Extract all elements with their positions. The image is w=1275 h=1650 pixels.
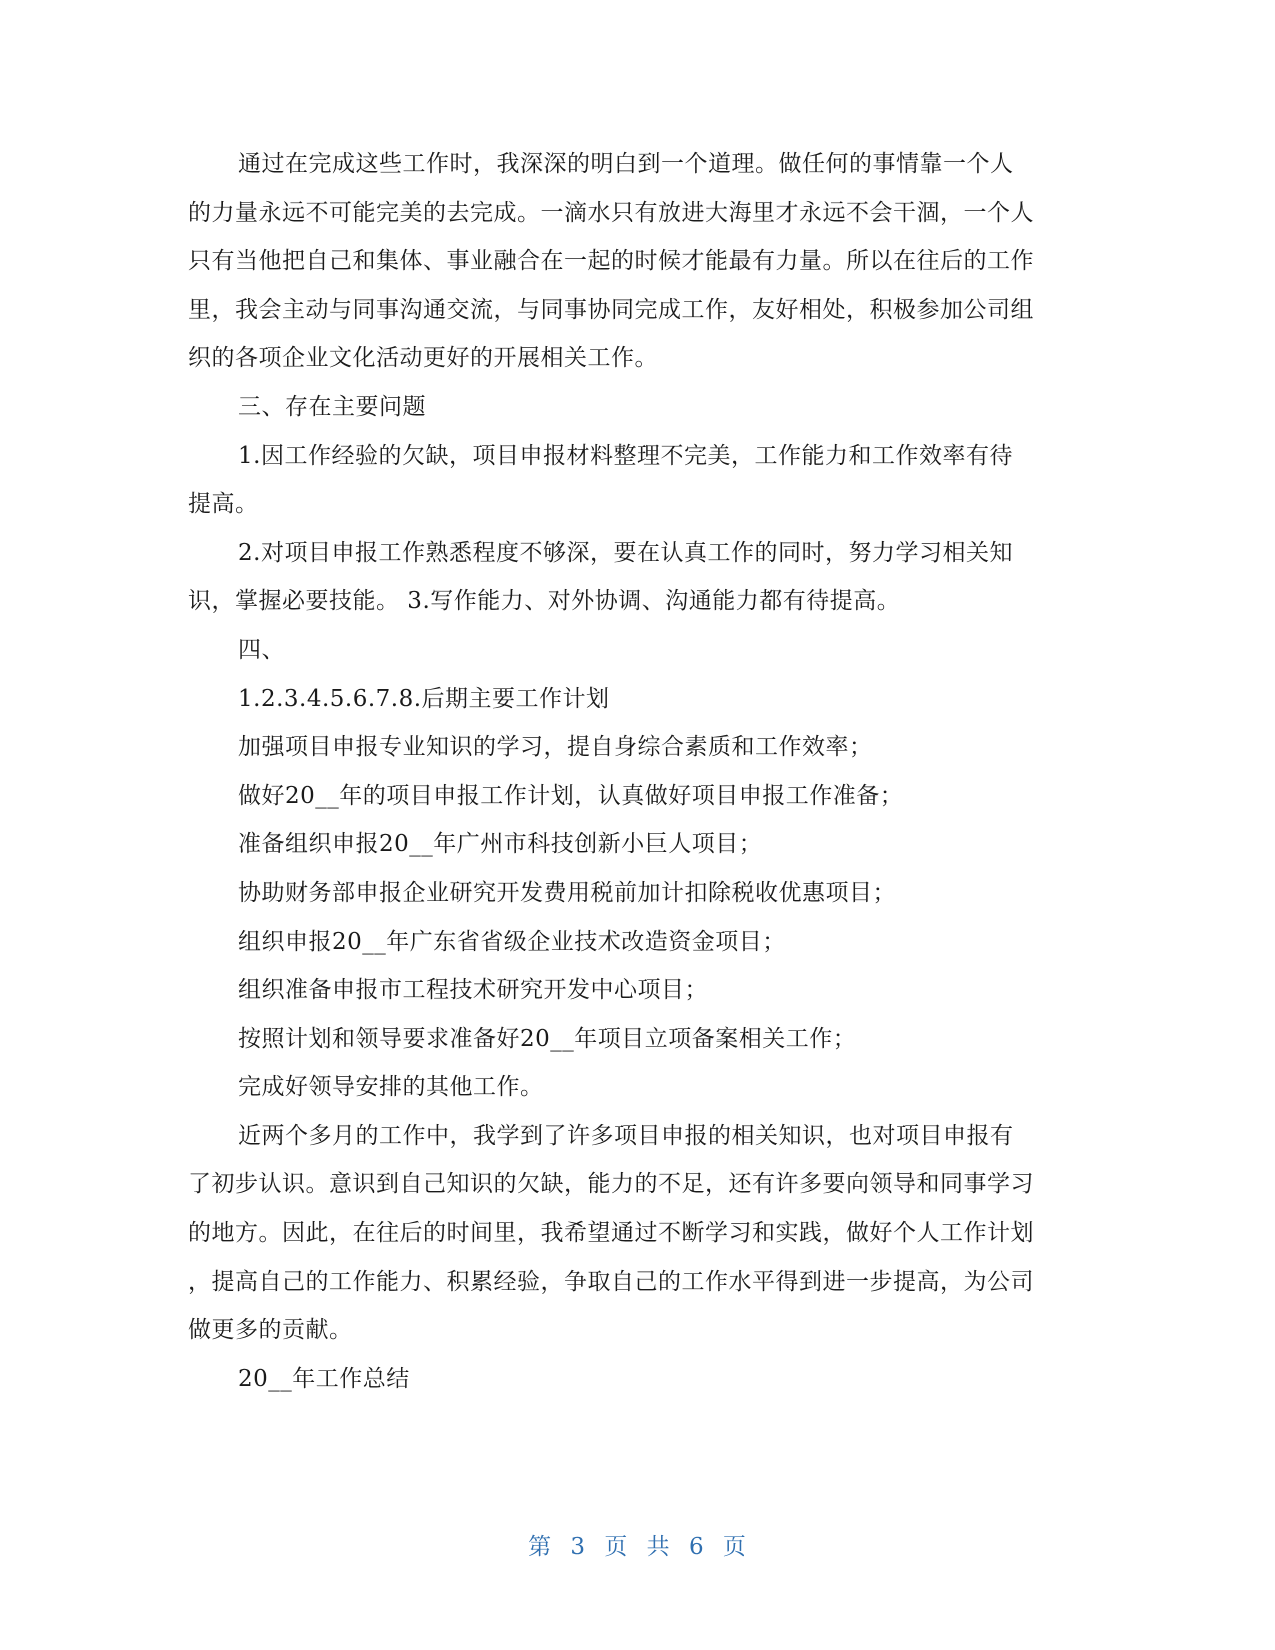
text-line: 了初步认识。意识到自己知识的欠缺，能力的不足，还有许多要向领导和同事学习 — [188, 1171, 1034, 1198]
text-line: 只有当他把自己和集体、事业融合在一起的时候才能最有力量。所以在往后的工作 — [188, 248, 1034, 275]
text-line: 织的各项企业文化活动更好的开展相关工作。 — [188, 345, 658, 372]
document-body — [188, 140, 1088, 1403]
text-line: ，提高自己的工作能力、积累经验，争取自己的工作水平得到进一步提高，为公司 — [188, 1268, 1034, 1295]
text-line: 提高。 — [188, 491, 259, 518]
text-line: 的力量永远不可能完美的去完成。一滴水只有放进大海里才永远不会干涸，一个人 — [188, 199, 1034, 226]
page-number-footer: 第 3 页 共 6 页 — [528, 1534, 747, 1560]
text-line: 2.对项目申报工作熟悉程度不够深，要在认真工作的同时，努力学习相关知 — [238, 539, 1013, 566]
text-line: 协助财务部申报企业研究开发费用税前加计扣除税收优惠项目； — [238, 879, 896, 906]
text-line: 1.2.3.4.5.6.7.8.后期主要工作计划 — [238, 685, 610, 712]
text-line: 做更多的贡献。 — [188, 1317, 353, 1344]
text-line: 加强项目申报专业知识的学习，提自身综合素质和工作效率； — [238, 734, 873, 761]
text-line: 准备组织申报20__年广州市科技创新小巨人项目； — [238, 831, 763, 858]
text-line: 组织申报20__年广东省省级企业技术改造资金项目； — [238, 928, 786, 955]
text-line: 识，掌握必要技能。 3.写作能力、对外协调、沟通能力都有待提高。 — [188, 588, 901, 615]
text-line: 的地方。因此，在往后的时间里，我希望通过不断学习和实践，做好个人工作计划 — [188, 1220, 1034, 1247]
text-line: 组织准备申报市工程技术研究开发中心项目； — [238, 977, 708, 1004]
text-line: 里，我会主动与同事沟通交流，与同事协同完成工作，友好相处，积极参加公司组 — [188, 296, 1034, 323]
text-line: 近两个多月的工作中，我学到了许多项目申报的相关知识，也对项目申报有 — [238, 1122, 1014, 1149]
text-line: 完成好领导安排的其他工作。 — [238, 1074, 544, 1101]
text-line: 20__年工作总结 — [238, 1365, 410, 1392]
text-line: 做好20__年的项目申报工作计划，认真做好项目申报工作准备； — [238, 782, 904, 809]
text-line: 按照计划和领导要求准备好20__年项目立项备案相关工作； — [238, 1025, 857, 1052]
text-line: 通过在完成这些工作时，我深深的明白到一个道理。做任何的事情靠一个人 — [238, 151, 1014, 177]
text-line: 三、存在主要问题 — [238, 393, 426, 420]
text-line: 1.因工作经验的欠缺，项目申报材料整理不完美，工作能力和工作效率有待 — [238, 442, 1013, 469]
text-line: 四、 — [238, 636, 285, 663]
